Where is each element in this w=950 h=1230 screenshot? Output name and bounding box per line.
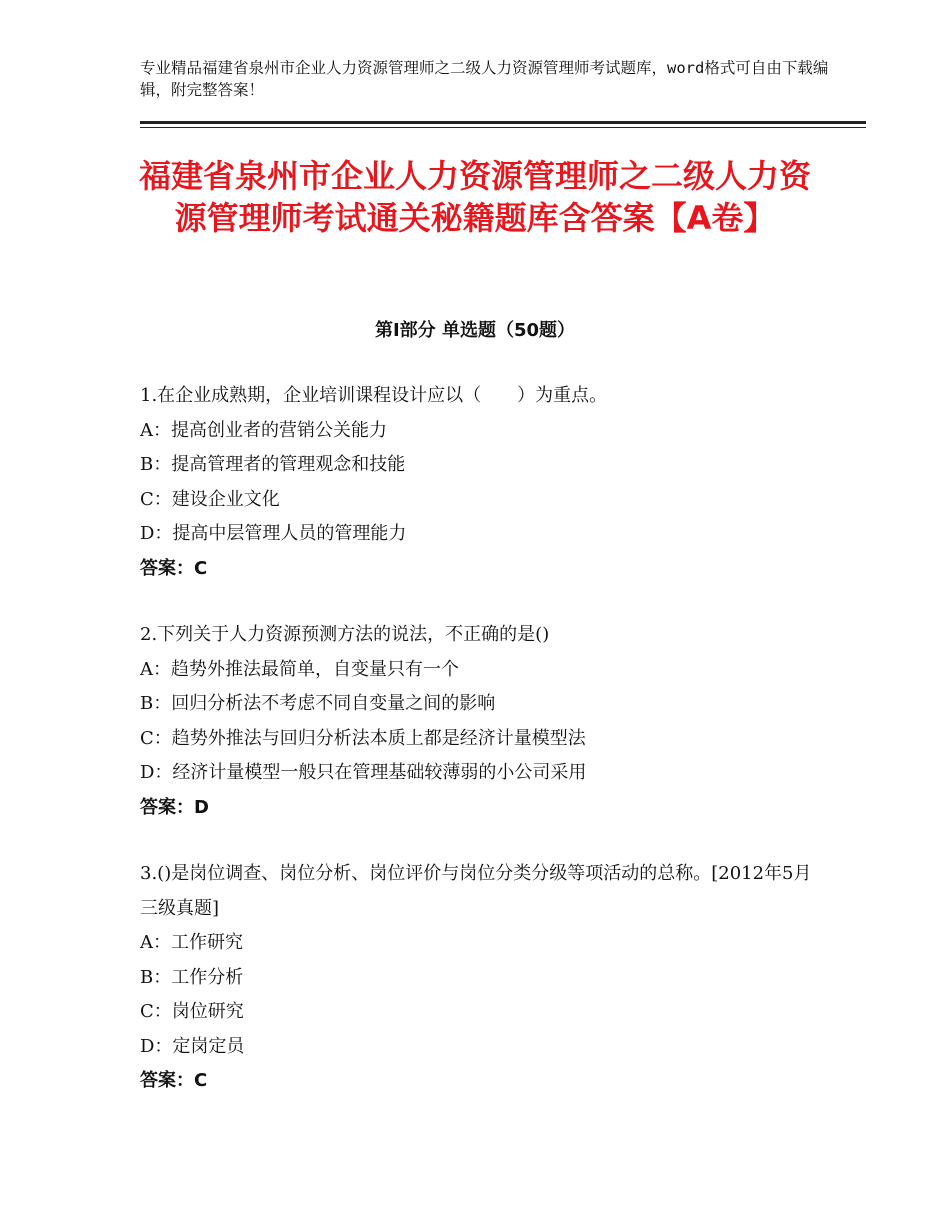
option-a: A：趋势外推法最简单，自变量只有一个 — [140, 658, 459, 680]
question-stem: 2.下列关于人力资源预测方法的说法，不正确的是() — [140, 624, 550, 645]
question-stem: 3.()是岗位调查、岗位分析、岗位评价与岗位分类分级等项活动的总称。[2012年5月三级真题] — [140, 863, 812, 919]
option-c: C：岗位研究 — [140, 1001, 244, 1022]
answer: 答案：D — [140, 796, 209, 818]
option-c: C：建设企业文化 — [140, 488, 280, 510]
option-b: B：工作分析 — [140, 966, 244, 988]
option-b: B：回归分析法不考虑不同自变量之间的影响 — [140, 693, 496, 714]
answer: 答案：C — [140, 1070, 208, 1091]
option-a: A：工作研究 — [140, 932, 243, 953]
option-a: A：提高创业者的营销公关能力 — [140, 419, 387, 441]
option-d: D：经济计量模型一般只在管理基础较薄弱的小公司采用 — [140, 762, 587, 783]
header-rule-thin — [140, 127, 866, 128]
document-title: 福建省泉州市企业人力资源管理师之二级人力资源管理师考试通关秘籍题库含答案【A卷】 — [138, 157, 811, 237]
question-2 — [140, 618, 820, 825]
answer: 答案：C — [140, 557, 208, 579]
section-heading: 第Ⅰ部分 单选题（50题） — [374, 320, 575, 341]
option-b: B：提高管理者的管理观念和技能 — [140, 454, 406, 475]
question-1 — [140, 379, 820, 586]
question-stem: 1.在企业成熟期，企业培训课程设计应以（ ）为重点。 — [140, 385, 608, 406]
option-d: D：定岗定员 — [140, 1035, 245, 1057]
option-c: C：趋势外推法与回归分析法本质上都是经济计量模型法 — [140, 727, 586, 749]
header-rule-thick — [140, 121, 866, 124]
option-d: D：提高中层管理人员的管理能力 — [140, 523, 407, 544]
header-note: 专业精品福建省泉州市企业人力资源管理师之二级人力资源管理师考试题库，word格式可自由下载编辑，附完整答案！ — [140, 59, 829, 99]
question-3 — [140, 857, 820, 1099]
